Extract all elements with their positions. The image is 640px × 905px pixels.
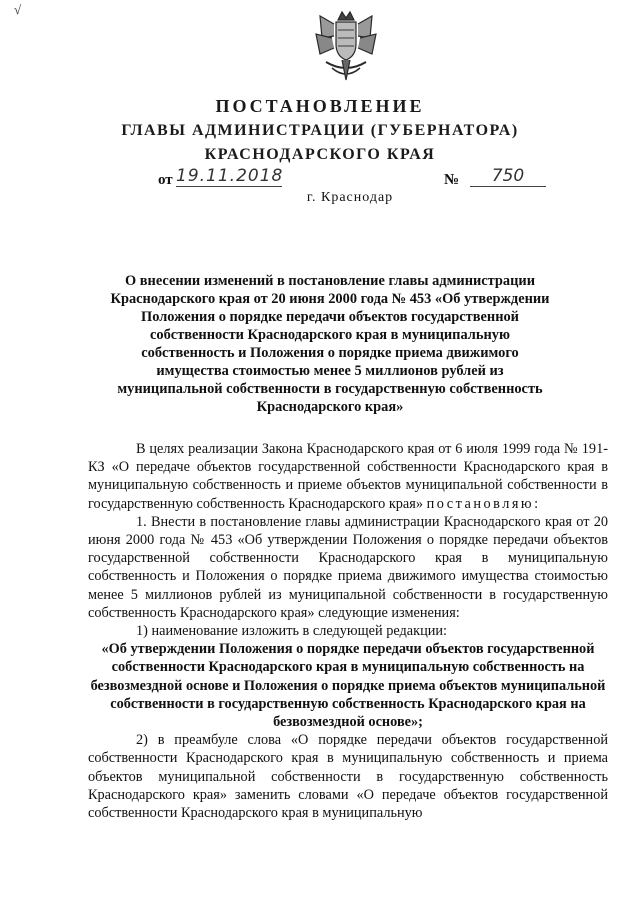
date-label: от (158, 172, 173, 188)
document-type-heading: ПОСТАНОВЛЕНИЕ (215, 96, 425, 116)
issuer-heading: ГЛАВЫ АДМИНИСТРАЦИИ (ГУБЕРНАТОРА) (121, 122, 519, 139)
item-1-2-paragraph: 2) в преамбуле слова «О порядке передачи объектов государственной собственности Краснодарского края в муниципальную собственность и приема объектов муниципальной собственности в государственную собственность Краснодарского края» заменить словами «О передаче объектов государственной собственности Краснодарского края в муниципальную (88, 732, 608, 822)
number-label: № (444, 172, 460, 188)
document-number: 750 (470, 166, 546, 187)
item-1-1-paragraph: 1) наименование изложить в следующей редакции: (136, 623, 447, 640)
decree-word: постановляю: (426, 495, 541, 512)
corner-check-mark: √ (14, 2, 22, 17)
city-label: г. Краснодар (306, 190, 394, 205)
preamble-text: В целях реализации Закона Краснодарского края от 6 июля 1999 года № 191-КЗ «О передаче объектов государственной собственности Краснодарского края в муниципальную собственность и приеме объектов муниципальной собственности в государственную собственность Краснодарского края» (88, 441, 608, 512)
new-title-quote: «Об утверждении Положения о порядке передачи объектов государственной собственности Краснодарского края в муниципальную собственность на безвозмездной основе и Положения о порядке приема объектов муниципальной собственности в государственную собственность Краснодарского края на безвозмездной основе»; (90, 641, 606, 731)
preamble-paragraph (88, 440, 608, 513)
document-body (88, 440, 608, 822)
document-date: 19.11.2018 (176, 166, 284, 186)
coat-of-arms-icon (312, 8, 380, 84)
item-1-paragraph: 1. Внести в постановление главы администрации Краснодарского края от 20 июня 2000 года № 453 «Об утверждении Положения о порядке передачи объектов государственной собственности Краснодарского края в муниципальную собственность и Положения о порядке приема движимого имущества стоимостью менее 5 миллионов рублей из муниципальной собственности в государственную собственность Краснодарского края» следующие изменения: (88, 513, 608, 621)
region-heading: КРАСНОДАРСКОГО КРАЯ (204, 146, 436, 163)
document-title: О внесении изменений в постановление главы администрации Краснодарского края от 20 июня 2000 года № 453 «Об утверждении Положения о порядке передачи объектов государственной собственности Краснодарского края в муниципальную собственность и Положения о порядке приема движимого имущества стоимостью менее 5 миллионов рублей из муниципальной собственности в государственную собственность Краснодарского края» (110, 273, 550, 415)
